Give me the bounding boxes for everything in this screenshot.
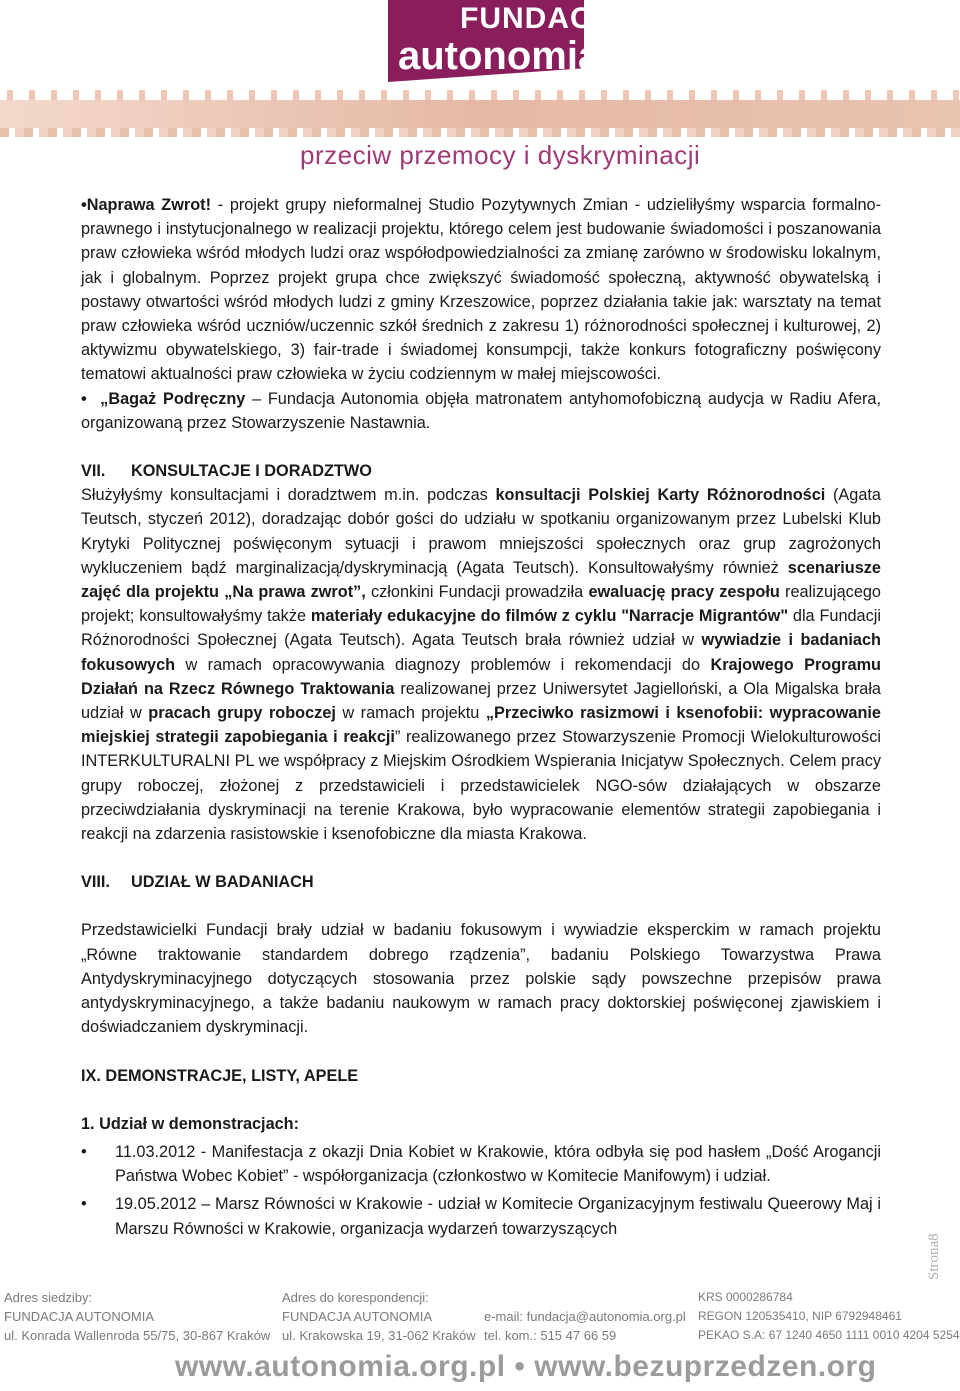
intro-item-2-text: – Fundacja Autonomia objęła matronatem antyhomofobiczną audycja w Radiu Afera, organizowaną przez Stowarzyszenie Nastawnia. — [81, 389, 881, 432]
footer-line: FUNDACJA AUTONOMIA — [4, 1309, 155, 1324]
intro-item-1-title: Naprawa Zwrot! — [86, 196, 212, 214]
text: realizującego projekt; konsultowałyśmy także — [81, 583, 881, 626]
text: w ramach opracowywania diagnozy problemów i rekomendacji do — [175, 655, 711, 674]
bullet: • — [81, 196, 87, 214]
document-body — [81, 193, 881, 1241]
section-7-heading — [81, 459, 881, 483]
bold-text: scenariusze zajęć dla projektu „Na prawa zwrot”, — [81, 558, 881, 602]
intro-item-1-text: - projekt grupy nieformalnej Studio Pozytywnych Zmian - udzieliłyśmy wsparcia formalno-prawnego i instytucjonalnego w realizacji projektu, którego celem jest budowanie świadomości i poszanowania praw człowieka wśród młodych ludzi oraz współodpowiedzialności za zmianę zarówno w środowisku lokalnym, jak i globalnym. Poprzez projekt grupa chce zwiększyć świadomość społeczną, aktywność obywatelską i postawy otwartości wśród młodych ludzi z gminy Krzeszowice, poprzez działania takie jak: warsztaty na temat praw człowieka wśród uczniów/uczennic szkół średnich z zakresu 1) różnorodności społecznej i kulturowej, 2) aktywizmu obywatelskiego, 3) fair-trade i świadomej konsumpcji, także konkurs fotograficzny poświęcony tematowi aktualności praw człowieka w życiu codziennym w małej miejscowości. — [81, 196, 881, 384]
bold-text: Krajowego Programu Działań na Rzecz Równego Traktowania — [81, 655, 881, 698]
intro-item-2 — [81, 387, 881, 435]
section-8-number: VIII. — [81, 873, 110, 892]
footer-phone: tel. kom.: 515 47 66 59 — [484, 1328, 617, 1343]
text: (Agata Teutsch, styczeń 2012), doradzając dobór gości do udziału w spotkaniu organizowanym przez Lubelski Klub Krytyki Politycznej poświęconym sytuacji i prawom mniejszości społecznych oraz grup zagrożonych wykluczeniem bądź marginalizacją/dyskryminacją (Agata Teutsch). Konsultowałyśmy również — [81, 486, 881, 577]
footer-contact — [484, 1288, 686, 1345]
bold-text: konsultacji Polskiej Karty Różnorodności — [495, 486, 826, 505]
text: ” realizowanego przez Stowarzyszenie Promocji Wielokulturowości INTERKULTURALNI PL we współpracy z Miejskim Ośrodkiem Wspierania Inicjatyw Społecznych. Celem pracy grupy roboczej, złożonej z przedstawicieli i przedstawicielek NGO-sów działających w obszarze przeciwdziałania dyskryminacji na terenie Krakowa, było wypracowanie elementów strategii zapobiegania i reakcji na zdarzenia rasistowskie i ksenofobiczne dla miasta Krakowa. — [81, 728, 881, 844]
footer-address-correspondence — [282, 1288, 476, 1345]
section-9-heading: IX. DEMONSTRACJE, LISTY, APELE — [81, 1066, 359, 1085]
bold-text: materiały edukacyjne do filmów z cyklu "Narracje Migrantów" — [310, 607, 789, 626]
footer-line: KRS 0000286784 — [698, 1290, 793, 1304]
section-7-text — [81, 483, 881, 846]
tagline: przeciw przemocy i dyskryminacji — [300, 140, 701, 170]
bullet: • — [81, 1142, 87, 1161]
section-8-heading — [81, 870, 881, 894]
list-item — [81, 1192, 881, 1240]
intro-item-2-title: „Bagaż Podręczny — [100, 389, 246, 408]
bold-text: wywiadzie i badaniach fokusowych — [81, 631, 881, 674]
page-number-label: Strona8 — [926, 1233, 942, 1280]
text: w ramach projektu — [335, 704, 486, 723]
text: realizowanej przez Uniwersytet Jagielloński, a Ola Migalska brała udział w — [81, 679, 881, 723]
footer-line: ul. Konrada Wallenroda 55/75, 30-867 Kraków — [4, 1328, 271, 1343]
footer-registry — [698, 1288, 960, 1345]
footer-line: ul. Krakowska 19, 31-062 Kraków — [282, 1328, 476, 1343]
bullet: • — [81, 1195, 87, 1214]
list-item-text: 19.05.2012 – Marsz Równości w Krakowie - udział w Komitecie Organizacyjnym festiwalu Queerowy Maj i Marszu Równości w Krakowie, organizacja wydarzeń towarzyszących — [115, 1195, 881, 1238]
logo-text-bottom: autonomia — [398, 34, 601, 78]
footer-line: FUNDACJA AUTONOMIA — [282, 1309, 433, 1324]
section-9-subheading: 1. Udział w demonstracjach: — [81, 1114, 300, 1133]
footer-line: REGON 120535410, NIP 6792948461 — [698, 1309, 902, 1323]
section-7-title: KONSULTACJE I DORADZTWO — [131, 462, 372, 481]
bold-text: pracach grupy roboczej — [148, 704, 336, 723]
footer-line: PEKAO S.A: 67 1240 4650 1111 0010 4204 5254 — [698, 1328, 960, 1342]
section-8-text: Przedstawicielki Fundacji brały udział w badaniu fokusowym i wywiadzie eksperckim w ramach projektu „Równe traktowanie standardem dobrego rządzenia”, badaniu Polskiego Towarzystwa Prawa Antydyskryminacyjnego dotyczących stosowania przez polskie sądy powszechne przepisów prawa antydyskryminacyjnego, a także badaniu naukowym w ramach pracy doktorskiej poświęconej zjawiskiem i doświadczaniem dyskryminacji. — [81, 921, 881, 1037]
list-item — [81, 1140, 881, 1188]
bold-text: „Przeciwko rasizmowi i ksenofobii: wypracowanie miejskiej strategii zapobiegania i reakcji — [81, 704, 881, 747]
bold-text: ewaluację pracy zespołu — [588, 583, 780, 602]
logo-text-top: FUNDACJA — [460, 2, 633, 35]
footer-websites[interactable]: www.autonomia.org.pl • www.bezuprzedzen.org — [175, 1350, 877, 1383]
decorative-brush-band — [0, 96, 960, 132]
list-item-text: 11.03.2012 - Manifestacja z okazji Dnia Kobiet w Krakowie, która odbyła się pod hasłem „Dość Arogancji Państwa Wobec Kobiet” - współorganizacja (członkostwo w Komitecie Manifowym) i udział. — [115, 1142, 881, 1186]
footer-address-seat — [4, 1288, 270, 1345]
footer-line: Adres siedziby: — [4, 1290, 93, 1305]
intro-item-1 — [81, 193, 881, 387]
page-number — [924, 1222, 944, 1282]
text: Służyłyśmy konsultacjami i doradztwem m.in. podczas — [81, 486, 496, 505]
section-7-number: VII. — [81, 462, 106, 481]
footer-line — [484, 1288, 686, 1307]
text: członkini Fundacji prowadziła — [365, 583, 589, 602]
footer — [0, 1284, 960, 1344]
footer-line: Adres do korespondencji: — [282, 1290, 429, 1305]
text: dla Fundacji Różnorodności Społecznej (Agata Teutsch). Agata Teutsch brała również udział w — [81, 607, 881, 650]
section-8-title: UDZIAŁ W BADANIACH — [131, 873, 314, 892]
footer-email[interactable]: e-mail: fundacja@autonomia.org.pl — [484, 1309, 686, 1324]
bullet: • — [81, 389, 87, 408]
fundacja-autonomia-logo — [388, 0, 633, 84]
